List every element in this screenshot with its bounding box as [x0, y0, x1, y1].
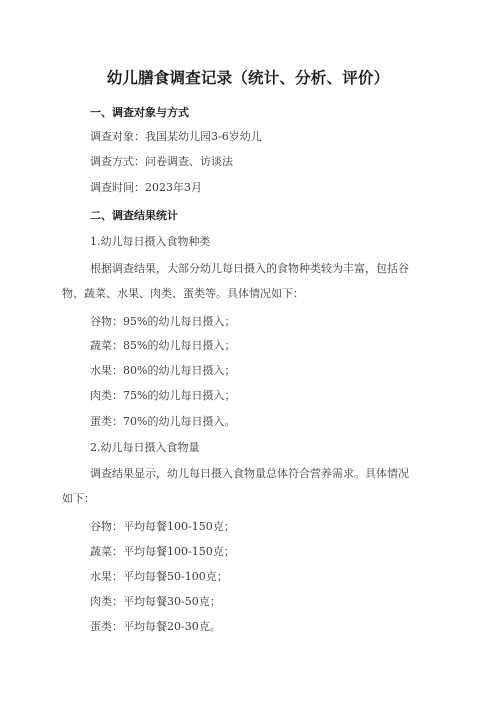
section1-heading: 一、调查对象与方式	[90, 106, 189, 119]
list-item: 谷物：95%的幼儿每日摄入；	[90, 315, 236, 328]
document-title: 幼儿膳食调查记录（统计、分析、评价）	[106, 69, 390, 87]
list-item: 水果：80%的幼儿每日摄入；	[90, 364, 236, 377]
subsection1-title: 1.幼儿每日摄入食物种类	[90, 235, 211, 248]
list-item: 水果：平均每餐50-100克；	[90, 570, 228, 583]
subsection2-intro: 调查结果显示，幼儿每日摄入食物量总体符合营养需求。具体情况如下：	[62, 467, 409, 505]
list-item: 蔬菜：85%的幼儿每日摄入；	[90, 339, 236, 352]
list-item: 肉类：75%的幼儿每日摄入；	[90, 389, 236, 402]
list-item: 蛋类：平均每餐20-30克。	[90, 620, 221, 633]
list-item: 谷物：平均每餐100-150克；	[90, 520, 235, 533]
subsection2-title: 2.幼儿每日摄入食物量	[90, 441, 200, 454]
list-item: 肉类：平均每餐30-50克；	[90, 595, 221, 608]
survey-method: 调查方式：问卷调查、访谈法	[90, 155, 233, 168]
survey-time: 调查时间：2023年3月	[90, 181, 202, 194]
subsection1-intro: 根据调查结果，大部分幼儿每日摄入的食物种类较为丰富，包括谷物、蔬菜、水果、肉类、蛋类等。具体情况如下：	[62, 262, 409, 300]
section2-heading: 二、调查结果统计	[90, 209, 178, 222]
survey-object: 调查对象：我国某幼儿园3-6岁幼儿	[90, 130, 262, 143]
list-item: 蔬菜：平均每餐100-150克；	[90, 545, 235, 558]
list-item: 蛋类：70%的幼儿每日摄入。	[90, 415, 236, 428]
